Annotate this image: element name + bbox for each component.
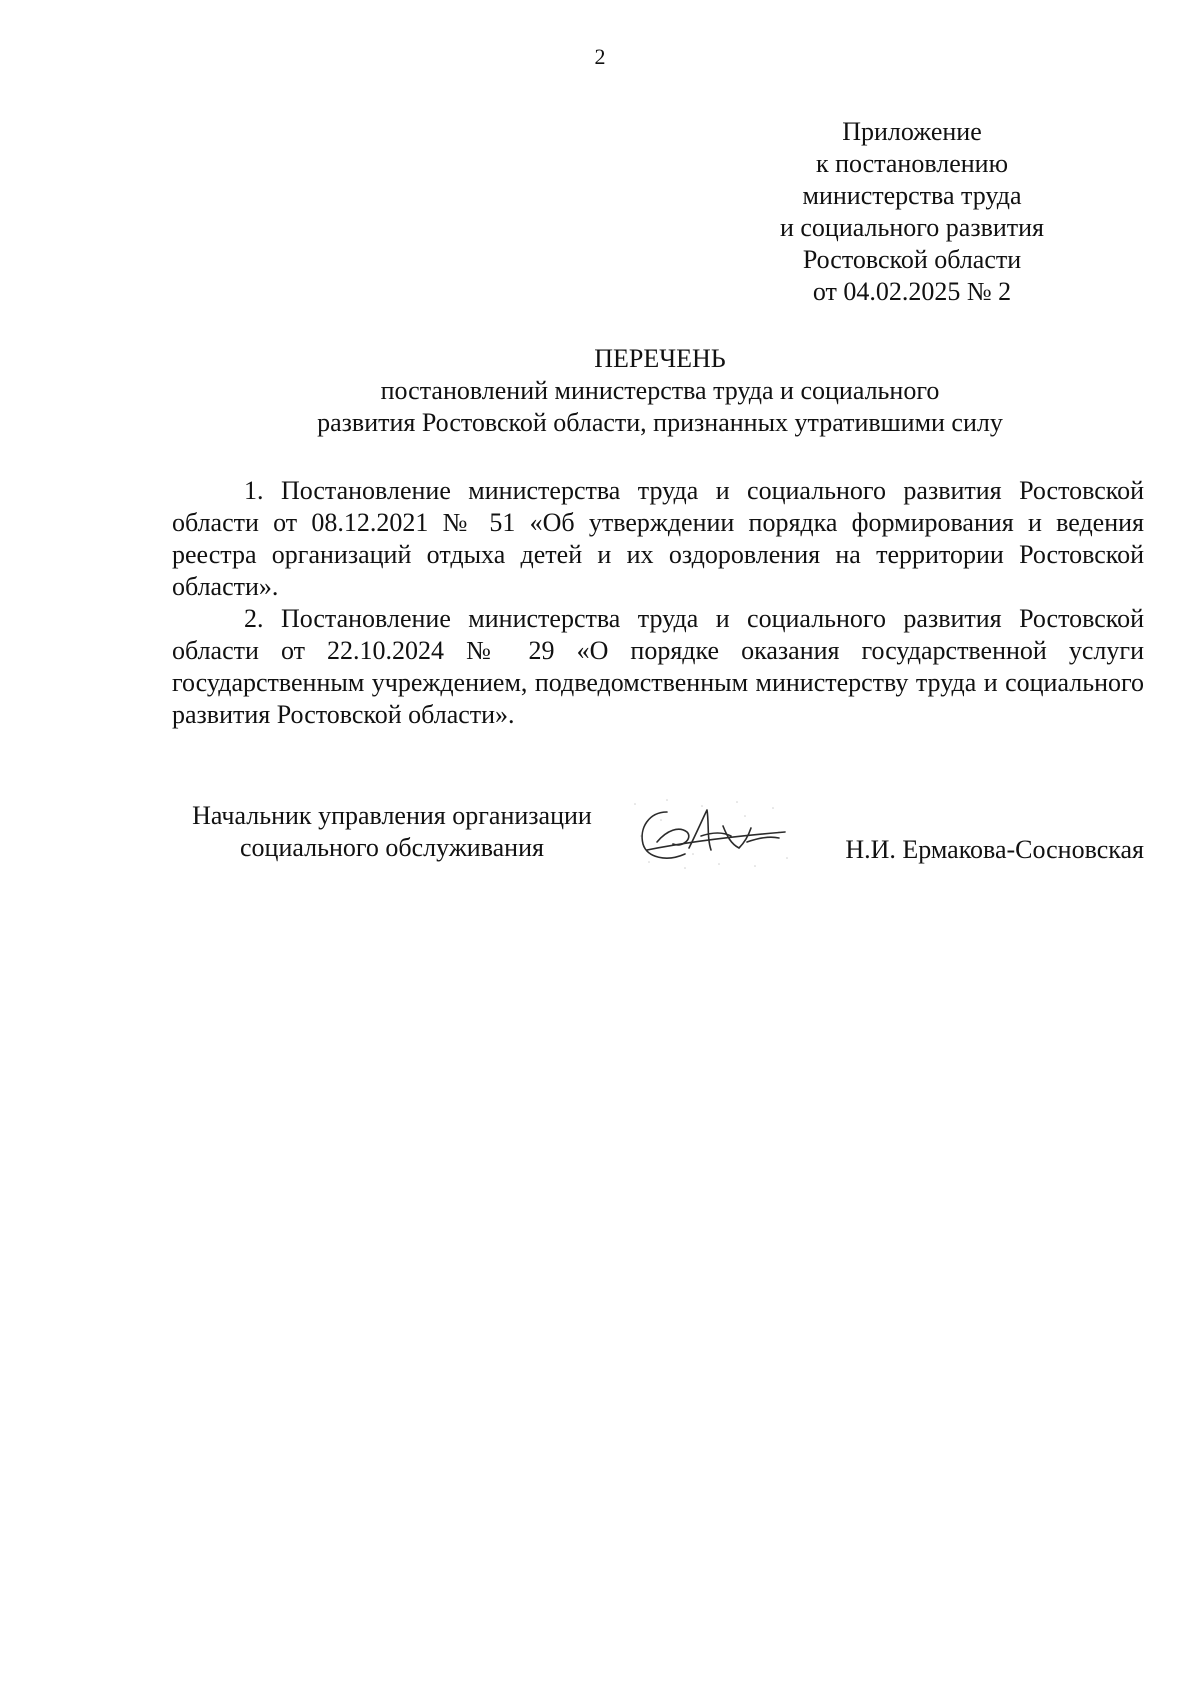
appendix-line: Ростовской области [802, 245, 1022, 274]
appendix-block [762, 116, 1062, 308]
signer-position-line1: Начальник управления организации [192, 801, 592, 830]
resolution-list [172, 475, 1144, 731]
signer-position-line2: социального обслуживания [240, 833, 544, 862]
list-item: 1. Постановление министерства труда и социального развития Ростовской области от 08.12.2021 № 51 «Об утверждении порядка формирования и ведения реестра организаций отдыха детей и их оздоровления на территории Ростовской области». [172, 476, 1144, 601]
page-number: 2 [594, 44, 606, 69]
list-item: 2. Постановление министерства труда и социального развития Ростовской области от 22.10.2024 № 29 «О порядке оказания государственной услуги государственным учреждением, подведомственным министерству труда и социального развития Ростовской области». [172, 604, 1144, 729]
appendix-line: Приложение [842, 117, 982, 146]
appendix-line: к постановлению [815, 149, 1009, 178]
signer-position [172, 800, 612, 864]
signer-name: Н.И. Ермакова-Сосновская [845, 835, 1144, 864]
appendix-line: от 04.02.2025 № 2 [812, 277, 1012, 306]
signature-block [172, 800, 1144, 900]
document-heading [170, 343, 1150, 439]
appendix-line: министерства труда [802, 181, 1022, 210]
document-title: ПЕРЕЧЕНЬ [594, 344, 726, 373]
appendix-line: и социального развития [779, 213, 1045, 242]
document-subtitle-line1: постановлений министерства труда и социального [380, 376, 940, 405]
handwritten-signature-icon [627, 792, 797, 876]
document-subtitle-line2: развития Ростовской области, признанных утратившими силу [317, 408, 1003, 437]
